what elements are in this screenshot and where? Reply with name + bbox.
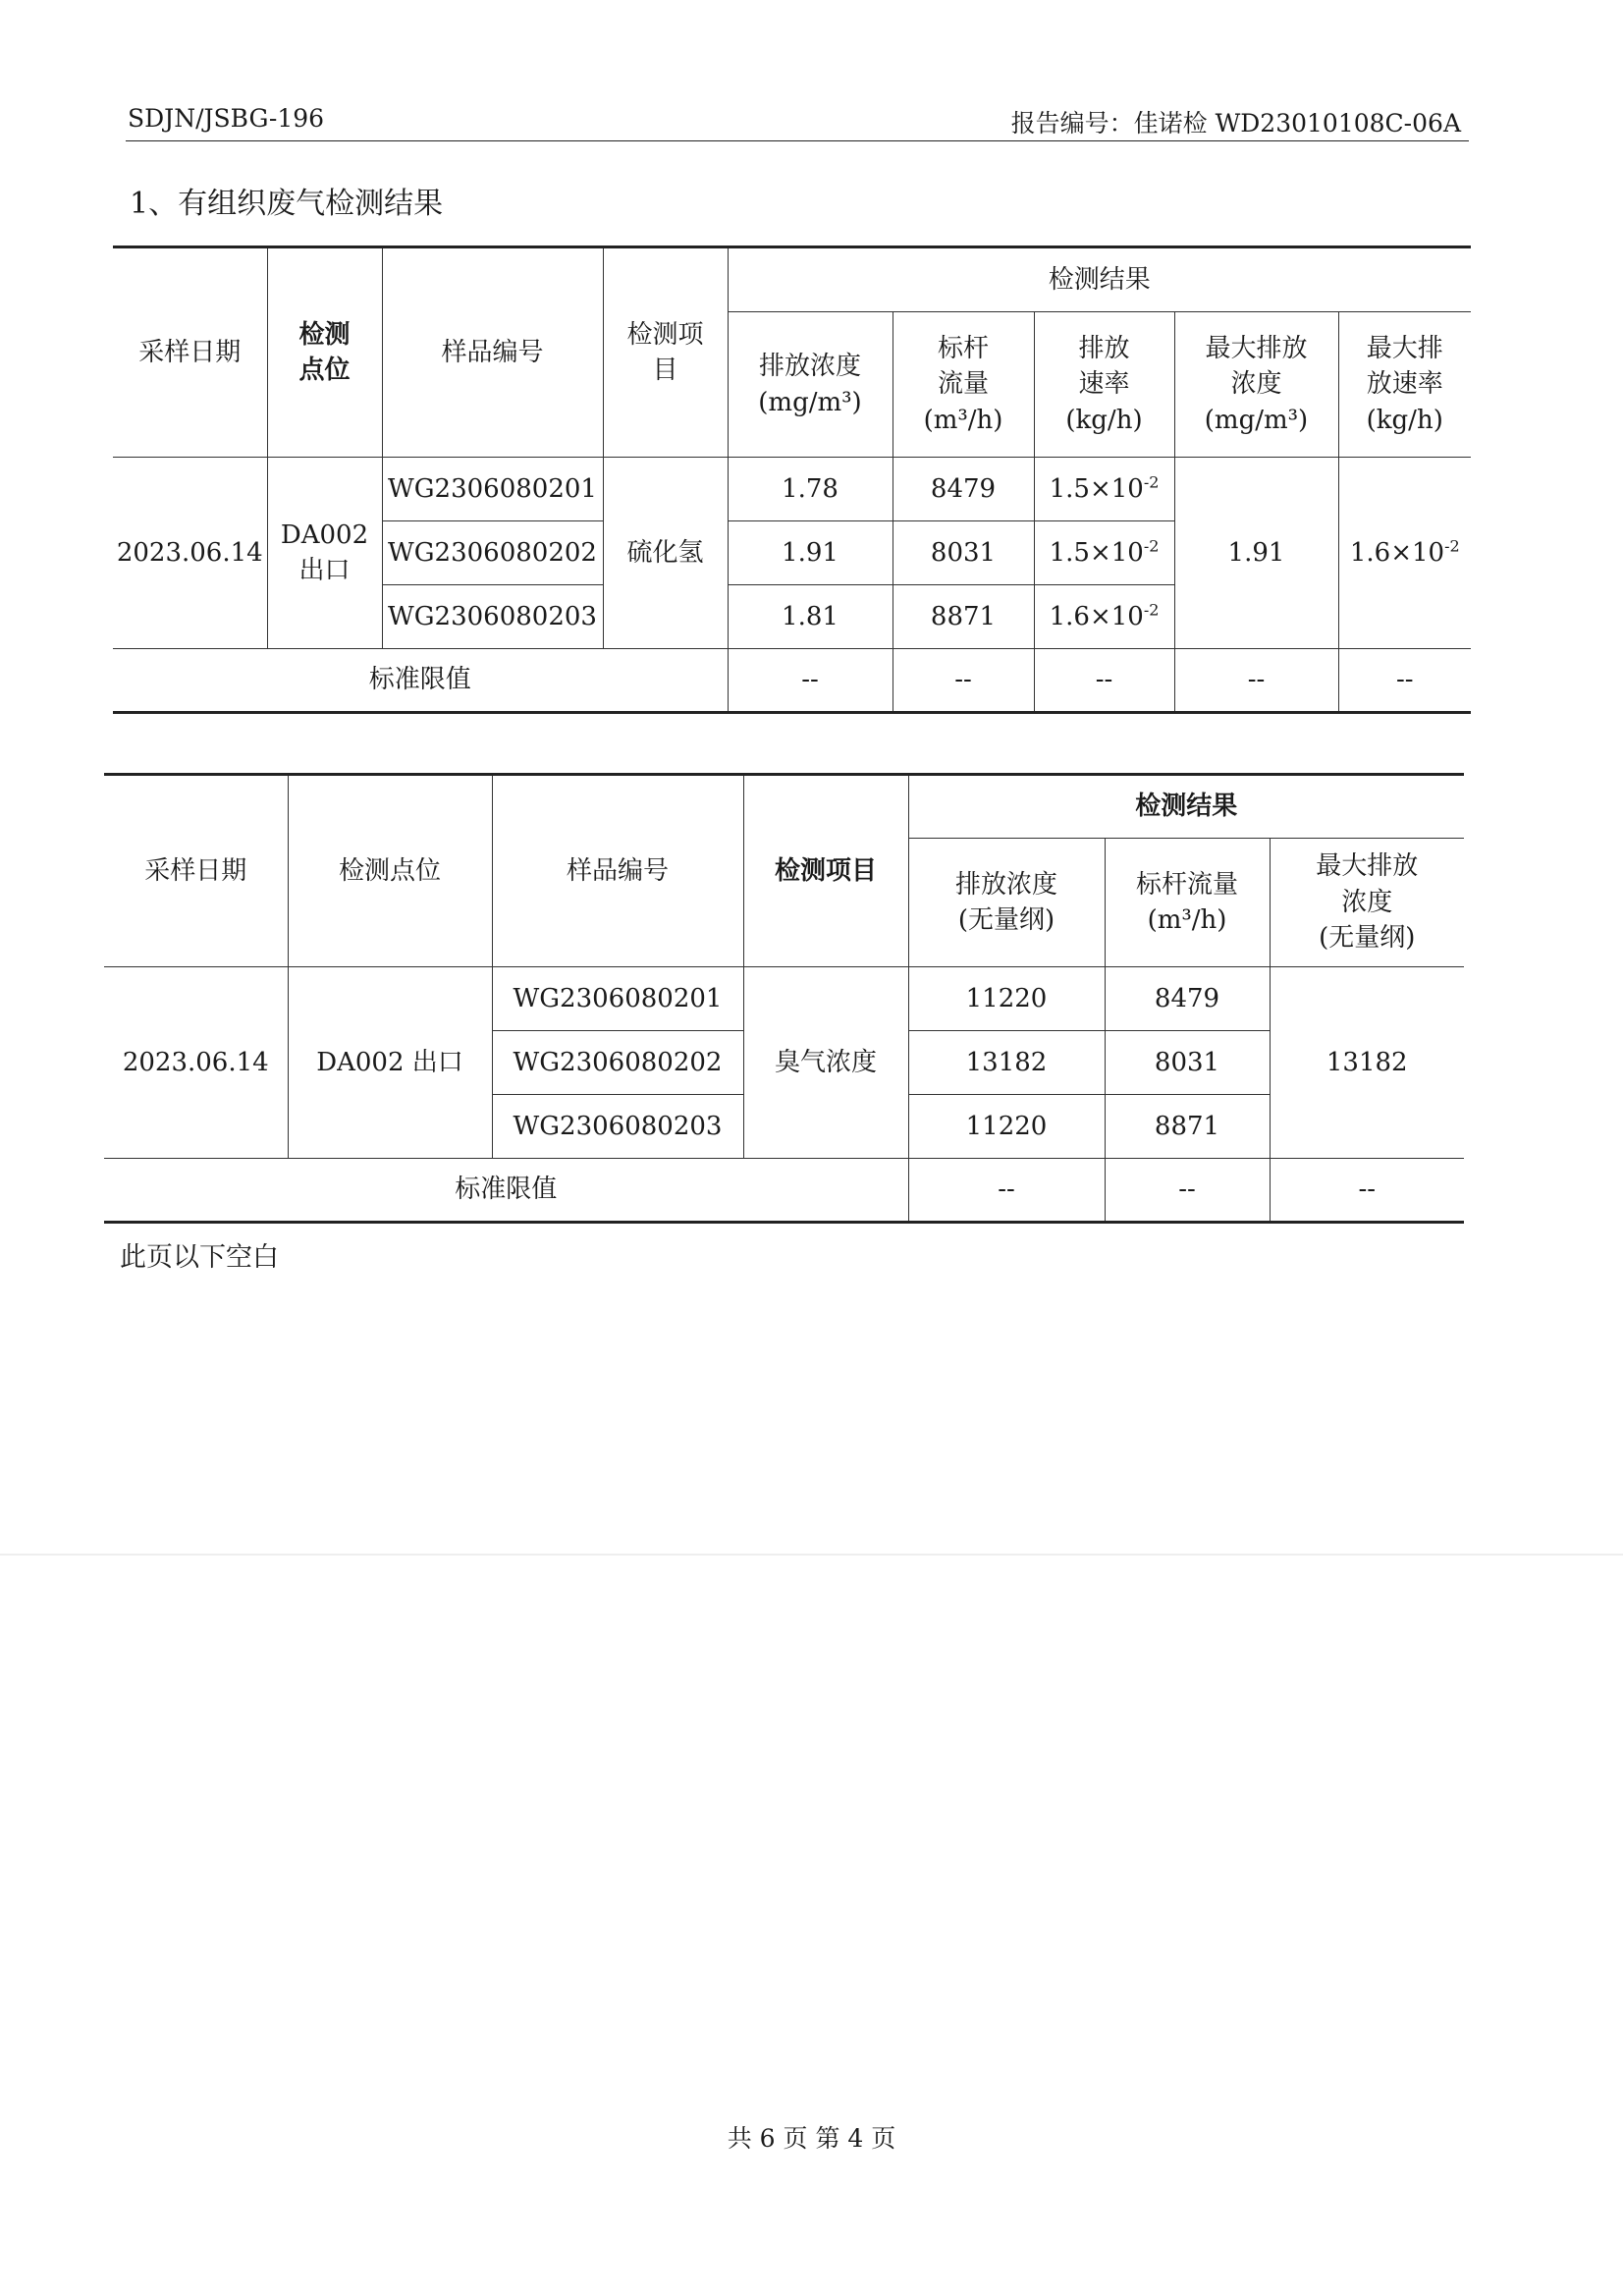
table-row xyxy=(113,458,1471,521)
section-title: 1、有组织废气检测结果 xyxy=(130,187,444,221)
sample-id: WG2306080203 xyxy=(492,1095,743,1159)
max-concentration: 1.91 xyxy=(1174,458,1338,649)
limit-value: -- xyxy=(1174,649,1338,713)
sample-id: WG2306080202 xyxy=(492,1031,743,1095)
test-point: DA002 出口 xyxy=(267,458,382,649)
header-emission-concentration: 排放浓度 (mg/m³) xyxy=(728,312,893,458)
header-sampling-date: 采样日期 xyxy=(104,775,288,967)
emission-rate: $1.5\times 10^{-2}$ xyxy=(1034,521,1174,585)
header-test-point: 检测 点位 xyxy=(267,247,382,458)
limit-value: -- xyxy=(908,1159,1105,1223)
standard-flow: 8031 xyxy=(1105,1031,1270,1095)
emission-concentration: 1.78 xyxy=(728,458,893,521)
header-max-concentration: 最大排放 浓度 (无量纲) xyxy=(1270,839,1464,967)
limit-value: -- xyxy=(893,649,1034,713)
sampling-date: 2023.06.14 xyxy=(104,967,288,1159)
standard-limit-row xyxy=(104,1159,1464,1223)
limit-value: -- xyxy=(728,649,893,713)
sampling-date: 2023.06.14 xyxy=(113,458,267,649)
standard-flow: 8871 xyxy=(1105,1095,1270,1159)
h2s-results-table xyxy=(113,246,1471,714)
header-test-results: 检测结果 xyxy=(908,775,1464,839)
table-row xyxy=(104,967,1464,1031)
emission-concentration: 1.91 xyxy=(728,521,893,585)
emission-rate: $1.6\times 10^{-2}$ xyxy=(1034,585,1174,649)
odor-results-table xyxy=(104,773,1464,1224)
standard-limit-label: 标准限值 xyxy=(104,1159,908,1223)
emission-concentration: 13182 xyxy=(908,1031,1105,1095)
header-max-rate: 最大排 放速率 (kg/h) xyxy=(1338,312,1471,458)
header-divider xyxy=(126,140,1469,141)
emission-concentration: 11220 xyxy=(908,967,1105,1031)
header-sampling-date: 采样日期 xyxy=(113,247,267,458)
emission-rate: $1.5\times 10^{-2}$ xyxy=(1034,458,1174,521)
limit-value: -- xyxy=(1034,649,1174,713)
scan-fold-line xyxy=(0,1554,1623,1556)
blank-below-note: 此页以下空白 xyxy=(120,1242,279,1273)
sample-id: WG2306080201 xyxy=(492,967,743,1031)
max-rate: $1.6\times 10^{-2}$ xyxy=(1338,458,1471,649)
standard-limit-row xyxy=(113,649,1471,713)
sample-id: WG2306080203 xyxy=(382,585,603,649)
header-test-item: 检测项目 xyxy=(743,775,908,967)
header-sample-id: 样品编号 xyxy=(382,247,603,458)
limit-value: -- xyxy=(1270,1159,1464,1223)
standard-flow: 8871 xyxy=(893,585,1034,649)
report-number: 报告编号：佳诺检 WD23010108C-06A xyxy=(1010,109,1461,137)
test-item: 臭气浓度 xyxy=(743,967,908,1159)
header-emission-concentration: 排放浓度 (无量纲) xyxy=(908,839,1105,967)
standard-flow: 8479 xyxy=(1105,967,1270,1031)
header-max-concentration: 最大排放 浓度 (mg/m³) xyxy=(1174,312,1338,458)
standard-flow: 8479 xyxy=(893,458,1034,521)
test-point: DA002 出口 xyxy=(288,967,492,1159)
header-test-results: 检测结果 xyxy=(728,247,1471,312)
limit-value: -- xyxy=(1338,649,1471,713)
sample-id: WG2306080202 xyxy=(382,521,603,585)
emission-concentration: 1.81 xyxy=(728,585,893,649)
header-sample-id: 样品编号 xyxy=(492,775,743,967)
sample-id: WG2306080201 xyxy=(382,458,603,521)
standard-flow: 8031 xyxy=(893,521,1034,585)
test-item: 硫化氢 xyxy=(603,458,728,649)
header-standard-flow: 标杆 流量 (m³/h) xyxy=(893,312,1034,458)
header-test-point: 检测点位 xyxy=(288,775,492,967)
emission-concentration: 11220 xyxy=(908,1095,1105,1159)
header-test-item: 检测项 目 xyxy=(603,247,728,458)
max-concentration: 13182 xyxy=(1270,967,1464,1159)
standard-limit-label: 标准限值 xyxy=(113,649,728,713)
page-number: 共 6 页 第 4 页 xyxy=(727,2124,896,2153)
header-emission-rate: 排放 速率 (kg/h) xyxy=(1034,312,1174,458)
limit-value: -- xyxy=(1105,1159,1270,1223)
header-standard-flow: 标杆流量 (m³/h) xyxy=(1105,839,1270,967)
document-code: SDJN/JSBG-196 xyxy=(128,104,325,133)
